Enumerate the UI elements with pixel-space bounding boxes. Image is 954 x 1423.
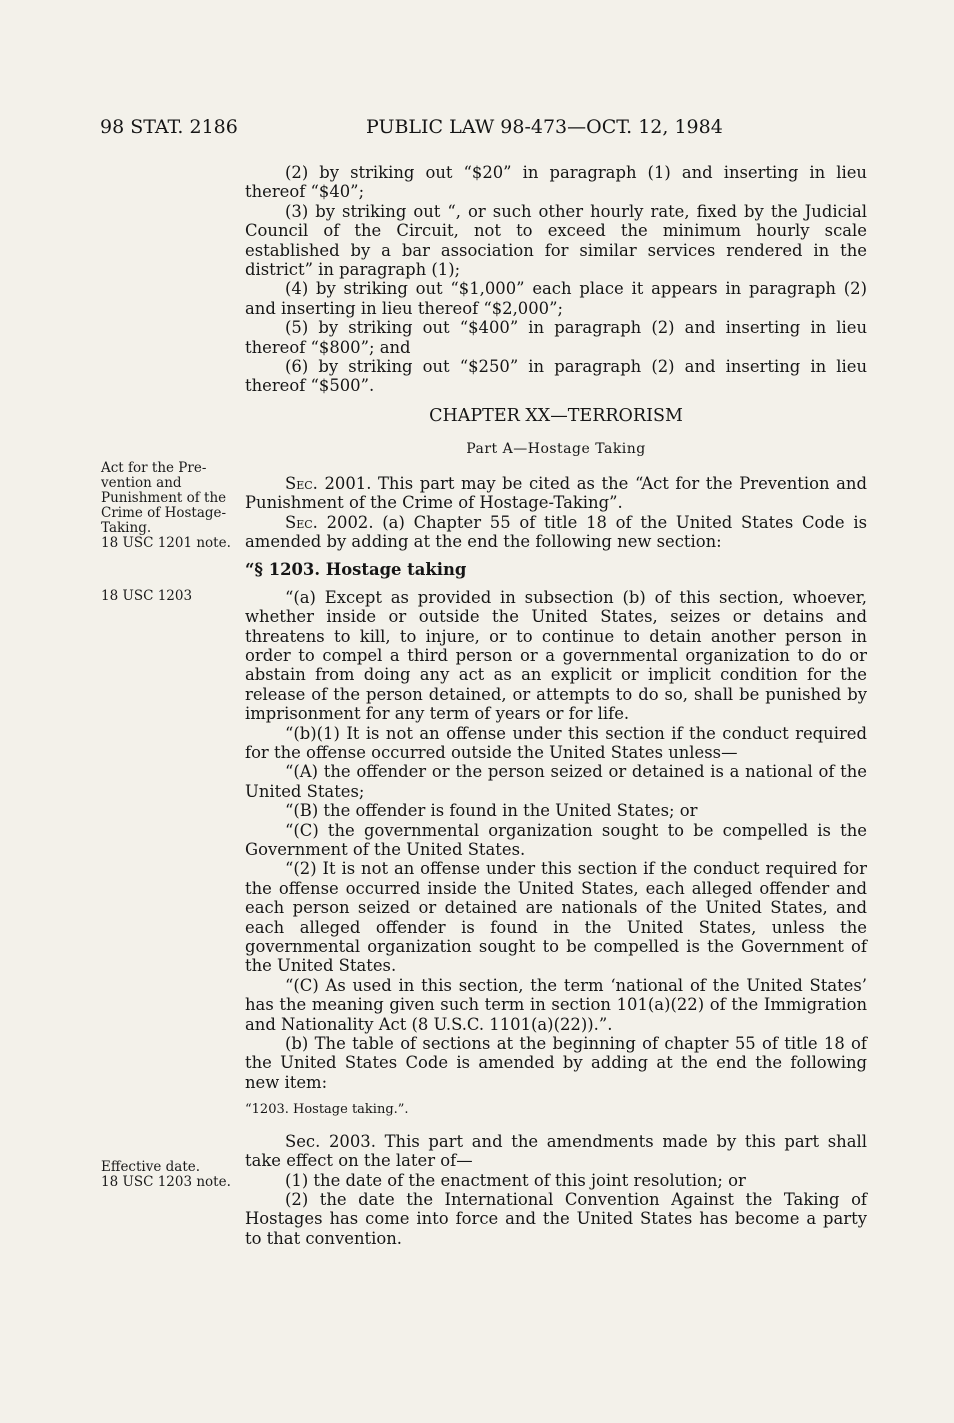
- paragraph-subsection-a: “(a) Except as provided in subsection (b) of this section, whoever, whether inside or outside the United States, seizes or detains and threatens to kill, to injure, or to continue to detain another person in order to compel a third person or a governmental organization to do or abstain from doing any act as an explicit or implicit condition for the release of the person detained, or attempts to do so, shall be punished by imprisonment for any term of years or for life.: [245, 587, 867, 724]
- section-2001-text: This part may be cited as the “Act for the Prevention and Punishment of the Crime of Hostage-Taking”.: [245, 473, 867, 513]
- paragraph-table-of-sections: (b) The table of sections at the beginning of chapter 55 of title 18 of the United States Code is amended by adding at the end the following new item:: [245, 1034, 867, 1092]
- section-1203-heading: “§ 1203. Hostage taking: [245, 560, 467, 580]
- page-header: [100, 115, 860, 139]
- public-law-citation: PUBLIC LAW 98-473—OCT. 12, 1984: [366, 116, 723, 138]
- section-2002: [245, 513, 867, 552]
- margin-note-act-title: Act for the Pre-vention and Punishment of the Crime of Hostage-Taking.: [101, 460, 227, 536]
- margin-note-section-cite: 18 USC 1203: [101, 588, 193, 604]
- margin-note-act-name: [101, 461, 231, 551]
- margin-note-effective-label: Effective date.: [101, 1159, 201, 1175]
- section-2002-text: (a) Chapter 55 of title 18 of the United States Code is amended by adding at the end the following new section:: [245, 512, 867, 551]
- section-2001: [245, 474, 867, 513]
- paragraph-item-3: (3) by striking out “, or such other hourly rate, fixed by the Judicial Council of the Circuit, not to exceed the minimum hourly scale established by a bar association for similar services rendered in the district” in paragraph (1);: [245, 201, 867, 280]
- section-2003-item-1: (1) the date of the enactment of this joint resolution; or: [285, 1170, 746, 1190]
- section-2002-label: Sec. 2002.: [285, 512, 374, 532]
- table-of-sections-item: “1203. Hostage taking.”.: [245, 1102, 409, 1118]
- paragraph-subsection-b1: “(b)(1) It is not an offense under this section if the conduct required for the offense occurred outside the United States unless—: [245, 723, 867, 762]
- paragraph-item-5: (5) by striking out “$400” in paragraph (2) and inserting in lieu thereof “$800”; and: [245, 318, 867, 357]
- section-2003: Sec. 2003. This part and the amendments made by this part shall take effect on the later of—: [245, 1131, 867, 1171]
- paragraph-subsection-b1a: “(A) the offender or the person seized or detained is a national of the United States;: [245, 762, 867, 801]
- body-text: [245, 163, 867, 1248]
- chapter-title: CHAPTER XX—TERRORISM: [429, 405, 683, 426]
- section-2001-label: Sec. 2001.: [285, 473, 372, 493]
- section-2003-item-2: (2) the date the International Convention Against the Taking of Hostages has come into force and the United States has become a party to that convention.: [245, 1189, 867, 1248]
- statute-page-number: 98 STAT. 2186: [100, 116, 238, 138]
- paragraph-subsection-b1c: “(C) the governmental organization sought to be compelled is the Government of the United States.: [245, 820, 867, 859]
- part-title: Part A—Hostage Taking: [466, 441, 646, 458]
- margin-note-act-cite: 18 USC 1201 note.: [101, 535, 231, 551]
- paragraph-subsection-c: “(C) As used in this section, the term ‘national of the United States’ has the meaning given such term in section 101(a)(22) of the Immigration and Nationality Act (8 U.S.C. 1101(a)(22)).”.: [245, 975, 867, 1034]
- paragraph-item-6: (6) by striking out “$250” in paragraph (2) and inserting in lieu thereof “$500”.: [245, 357, 867, 396]
- paragraph-subsection-b1b: “(B) the offender is found in the United States; or: [285, 801, 698, 821]
- paragraph-item-2: (2) by striking out “$20” in paragraph (1) and inserting in lieu thereof “$40”;: [245, 163, 867, 202]
- margin-note-effective-cite: 18 USC 1203 note.: [101, 1174, 231, 1190]
- paragraph-item-4: (4) by striking out “$1,000” each place it appears in paragraph (2) and inserting in lieu thereof “$2,000”;: [245, 279, 867, 318]
- margin-note-effective-date: [101, 1160, 231, 1190]
- paragraph-subsection-b2: “(2) It is not an offense under this section if the conduct required for the offense occurred inside the United States, each alleged offender and each person seized or detained are nationals of the United States, and each alleged offender is found in the United States, unless the governmental organization sought to be compelled is the Government of the United States.: [245, 859, 867, 976]
